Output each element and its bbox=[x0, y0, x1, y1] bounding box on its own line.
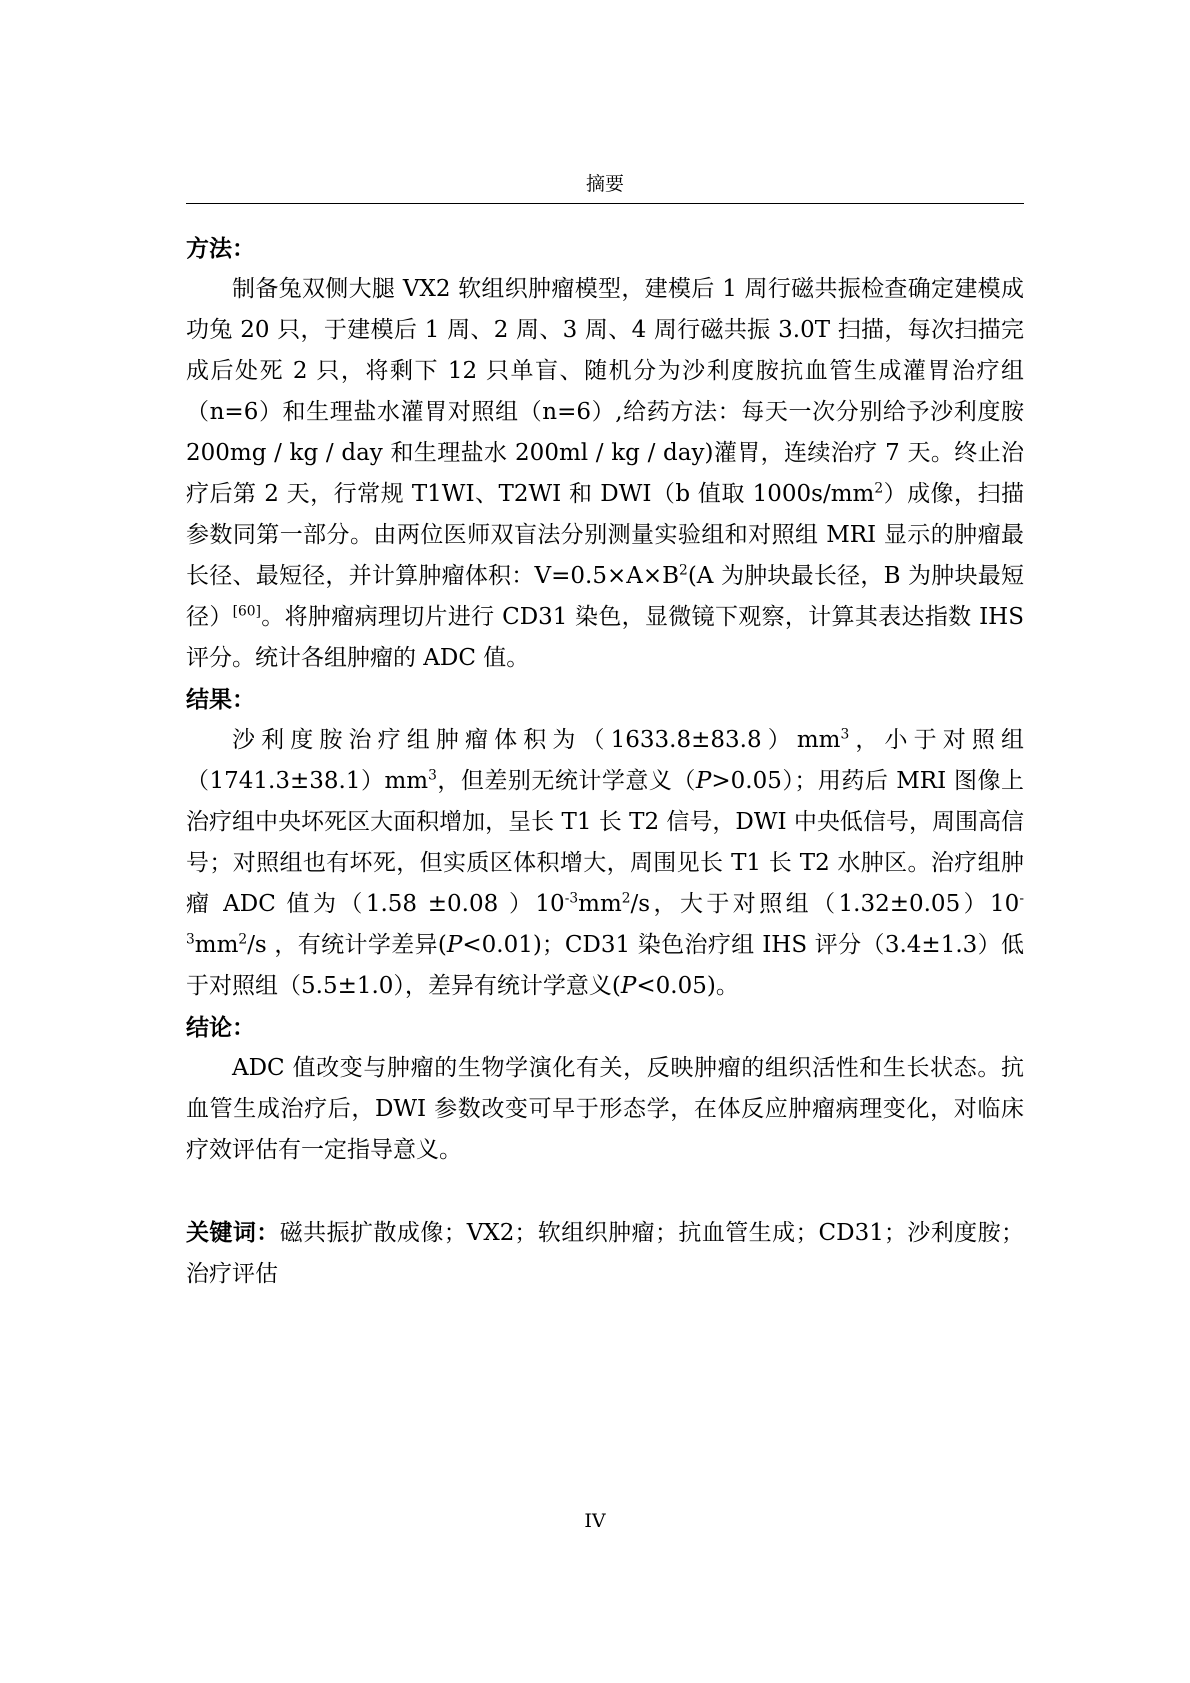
keywords-label: 关键词： bbox=[186, 1219, 280, 1246]
conclusion-paragraph: ADC 值改变与肿瘤的生物学演化有关，反映肿瘤的组织活性和生长状态。抗血管生成治疗后，DWI 参数改变可早于形态学，在体反应肿瘤病理变化，对临床疗效评估有一定指导意义。 bbox=[186, 1055, 1024, 1163]
page-number: IV bbox=[584, 1510, 606, 1532]
results-heading: 结果： bbox=[186, 686, 255, 713]
running-header-title: 摘要 bbox=[585, 173, 624, 195]
abstract-body bbox=[186, 228, 1024, 1295]
methods-heading: 方法： bbox=[186, 235, 255, 262]
methods-paragraph: 制备兔双侧大腿 VX2 软组织肿瘤模型，建模后 1 周行磁共振检查确定建模成功兔 20 只，于建模后 1 周、2 周、3 周、4 周行磁共振 3.0T 扫描，每次扫描完成后处死 2 只，将剩下 12 只单盲、随机分为沙利度胺抗血管生成灌胃治疗组（n=6）和生理盐水灌胃对照组（n=6）,给药方法：每天一次分别给予沙利度胺 200mg / kg / day 和生理盐水 200ml / kg / day)灌胃，连续治疗 7 天。终止治疗后第 2 天，行常规 T1WI、T2WI 和 DWI（b 值取 $1000s/mm^2$）成像，扫描参数同第一部分。由两位医师双盲法分别测量实验组和对照组 MRI 显示的肿瘤最长径、最短径，并计算肿瘤体积：$V=0.5\times A\times B^2(A$ 为肿块最长径，B 为肿块最短径）[60]。将肿瘤病理切片进行 CD31 染色，显微镜下观察，计算其表达指数 IHS 评分。统计各组肿瘤的 ADC 值。 bbox=[186, 276, 1024, 671]
header-rule bbox=[186, 203, 1024, 204]
conclusion-heading: 结论： bbox=[186, 1014, 255, 1041]
keywords-text: 磁共振扩散成像；VX2；软组织肿瘤；抗血管生成；CD31；沙利度胺；治疗评估 bbox=[186, 1220, 1024, 1287]
results-paragraph: 沙利度胺治疗组肿瘤体积为$(1633.8\pm 83.8)mm^3$，小于对照组$(1741.3\pm 38.1)mm^3$，但差别无统计学意义（P>0.05）；用药后 MRI 图像上治疗组中央坏死区大面积增加，呈长 T1 长 T2 信号，DWI 中央低信号，周围高信号；对照组也有坏死，但实质区体积增大，周围见长 T1 长 T2 水肿区。治疗组肿瘤 ADC 值为（1.58 ±0.08 ）$10^{-3}mm^2/s$，大于对照组$(1.32\pm 0.05)10^{-3}mm^2/s$ ，有统计学差异(P<0.01)；CD31 染色治疗组 IHS 评分（3.4±1.3）低于对照组（5.5±1.0），差异有统计学意义(P<0.05)。 bbox=[186, 726, 1024, 999]
keywords-line bbox=[186, 1212, 1024, 1295]
